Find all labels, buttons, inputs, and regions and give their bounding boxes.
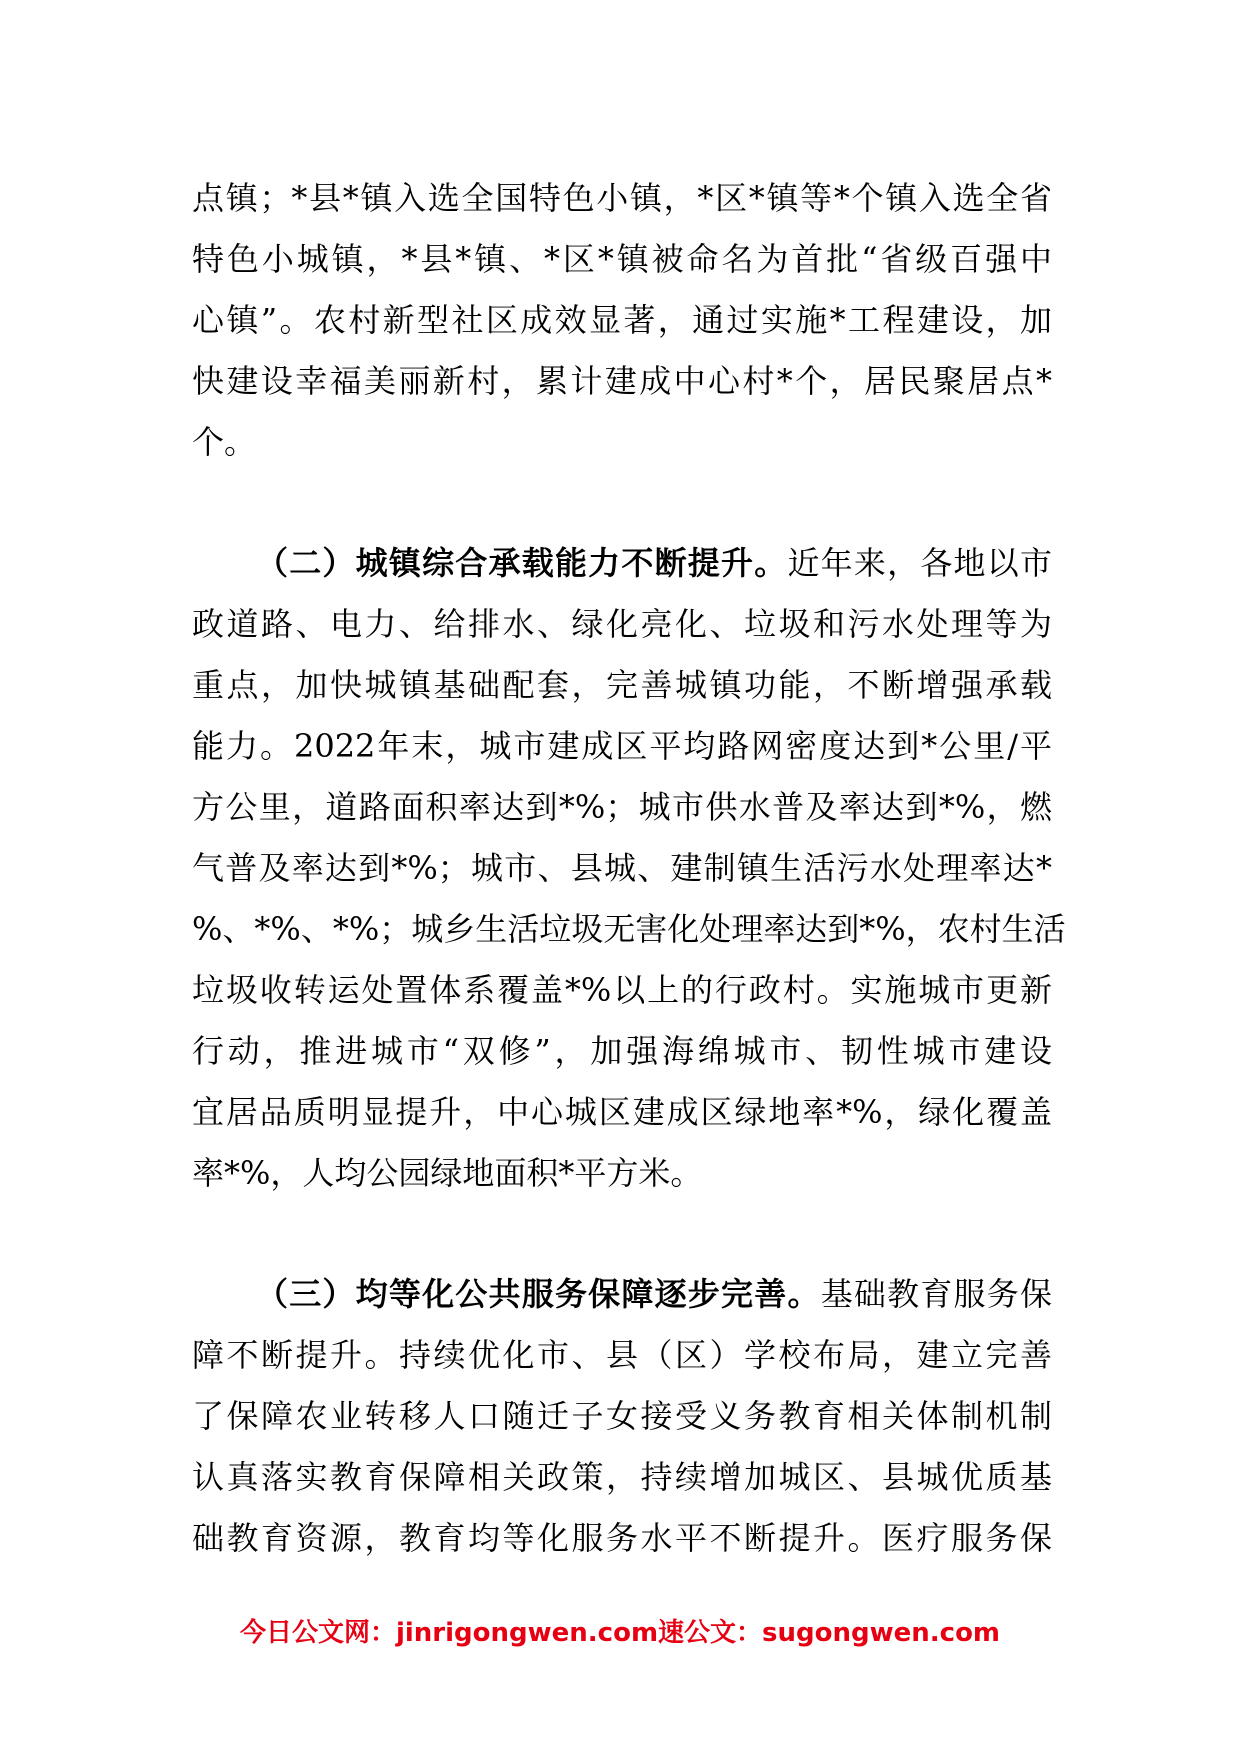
- text-line: 垃圾收转运处置体系覆盖*%以上的行政村。实施城市更新: [192, 971, 1052, 1009]
- text-line: 方公里，道路面积率达到*%；城市供水普及率达到*%，燃: [192, 788, 1052, 826]
- document-body: [192, 168, 1066, 1569]
- text-line: 政道路、电力、给排水、绿化亮化、垃圾和污水处理等为: [192, 605, 1052, 643]
- section-heading: （三）均等化公共服务保障逐步完善。: [256, 1275, 821, 1313]
- text-line: 特色小城镇，*县*镇、*区*镇被命名为首批“省级百强中: [192, 240, 1052, 278]
- text-line: 率*%，人均公园绿地面积*平方米。: [192, 1154, 703, 1192]
- text-line: 行动，推进城市“双修”，加强海绵城市、韧性城市建设: [192, 1032, 1052, 1070]
- paragraph-1: [192, 168, 1052, 473]
- section-heading: （二）城镇综合承载能力不断提升。: [256, 544, 788, 582]
- paragraph-2: [192, 533, 1066, 1204]
- text-line: 障不断提升。持续优化市、县（区）学校布局，建立完善: [192, 1336, 1052, 1374]
- text-line: 础教育资源，教育均等化服务水平不断提升。医疗服务保: [192, 1519, 1052, 1557]
- text-line: %、*%、*%；城乡生活垃圾无害化处理率达到*%，农村生活: [192, 910, 1066, 948]
- text-line: 宜居品质明显提升，中心城区建成区绿地率*%，绿化覆盖: [192, 1093, 1052, 1131]
- text-line: 心镇”。农村新型社区成效显著，通过实施*工程建设，加: [192, 301, 1052, 339]
- paragraph-gap: [192, 473, 1052, 533]
- paragraph-gap: [192, 1204, 1052, 1264]
- footer-watermark: 今日公文网：jinrigongwen.com速公文：sugongwen.com: [239, 1618, 1001, 1648]
- text-line: 认真落实教育保障相关政策，持续增加城区、县城优质基: [192, 1458, 1052, 1496]
- text-line: 了保障农业转移人口随迁子女接受义务教育相关体制机制: [192, 1397, 1052, 1435]
- text-line: 重点，加快城镇基础配套，完善城镇功能，不断增强承载: [192, 666, 1052, 704]
- paragraph-3: [192, 1264, 1052, 1569]
- text-span: 基础教育服务保: [820, 1275, 1052, 1313]
- paragraph-first-line: [192, 533, 1052, 594]
- paragraph-first-line: [192, 1264, 1052, 1325]
- text-line: 点镇；*县*镇入选全国特色小镇，*区*镇等*个镇入选全省: [192, 179, 1052, 217]
- text-line: 快建设幸福美丽新村，累计建成中心村*个，居民聚居点*: [192, 362, 1052, 400]
- text-line: 个。: [192, 423, 257, 461]
- text-span: 近年来，各地以市: [787, 544, 1052, 582]
- text-line: 气普及率达到*%；城市、县城、建制镇生活污水处理率达*: [192, 849, 1052, 887]
- text-line: 能力。2022年末，城市建成区平均路网密度达到*公里/平: [192, 727, 1052, 765]
